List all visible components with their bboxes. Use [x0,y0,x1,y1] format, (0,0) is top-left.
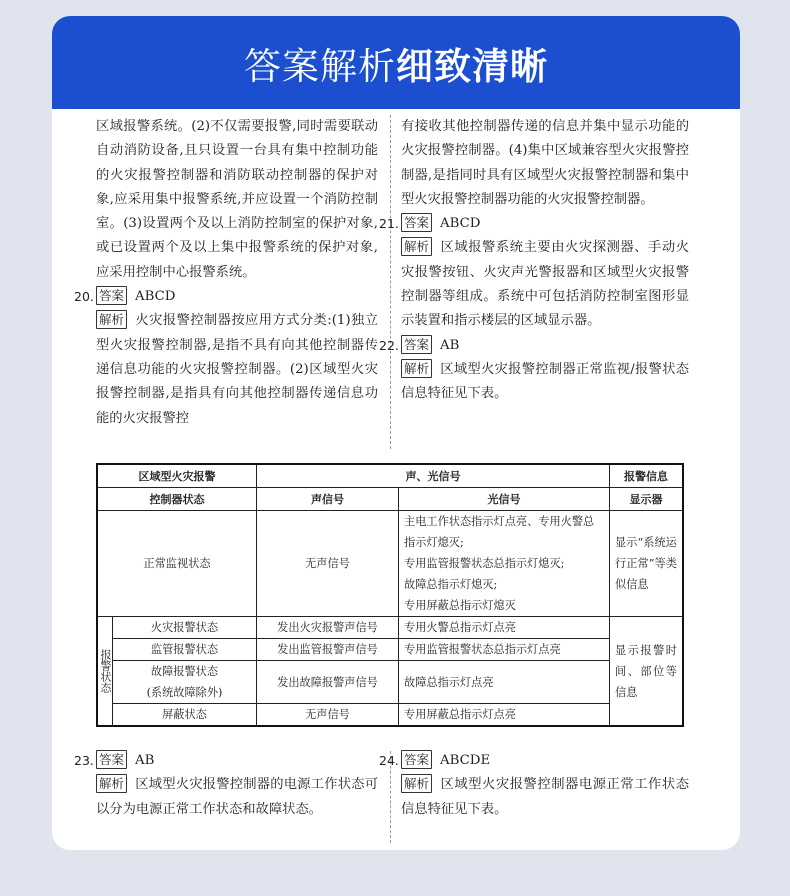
cell-sound: 无声信号 [257,704,399,727]
q20-analysis: 火灾报警控制器按应用方式分类:(1)独立型火灾报警控制器,是指不具有向其他控制器传递信息功能的火灾报警控制器。(2)区域型火灾报警控制器,是指具有向其他控制器传递信息功能的火灾报警控 [96,313,378,426]
state-line: 故障报警状态 [150,665,219,678]
cell-state [113,661,257,704]
cell-display: 显示“系统运行正常”等类似信息 [610,511,684,617]
q24-number: 24. [379,753,399,768]
page-card [52,16,740,850]
cell-sound: 发出故障报警声信号 [257,661,399,704]
banner-title-bold: 细致清晰 [396,44,548,88]
q20-answer: ABCD [135,289,176,305]
q22-answer: AB [440,337,460,353]
q24-block [379,749,689,822]
right-intro: 有接收其他控制器传递的信息并集中显示功能的火灾报警控制器。(4)集中区域兼容型火灾报警控制器,是指同时具有区域型火灾报警控制器和集中型火灾报警控制器功能的火灾报警控制器。 [401,119,689,207]
table-row [97,511,683,617]
table-header-row [97,464,683,488]
q20-answer-line [74,285,378,309]
analysis-tag: 解析 [96,310,127,329]
banner-title-normal: 答案解析 [244,44,396,88]
header-state: 区域型火灾报警 [97,464,257,488]
header-sound: 声信号 [257,488,399,511]
state-line: (系统故障除外) [146,686,223,699]
table-row [97,617,683,639]
q23-analysis: 区域型火灾报警控制器的电源工作状态可以分为电源正常工作状态和故障状态。 [96,777,378,817]
column-divider [390,115,391,449]
analysis-tag: 解析 [401,774,432,793]
header-display-2: 显示器 [610,488,684,511]
content-body [52,109,740,850]
header-state-2: 控制器状态 [97,488,257,511]
cell-state: 监管报警状态 [113,639,257,661]
q21-analysis-block [401,236,689,333]
q24-answer-line [379,749,689,773]
q22-number: 22. [379,337,399,353]
cell-light: 专用火警总指示灯点亮 [399,617,610,639]
cell-light: 专用屏蔽总指示灯点亮 [399,704,610,727]
q24-answer: ABCDE [440,753,491,768]
table-row [97,661,683,704]
q23-number: 23. [74,753,94,768]
answer-tag: 答案 [96,286,127,305]
light-line: 专用屏蔽总指示灯熄灭 [404,599,516,612]
cell-state: 正常监视状态 [97,511,257,617]
q22-answer-line [379,334,689,358]
header-display: 报警信息 [610,464,684,488]
q22-analysis: 区域型火灾报警控制器正常监视/报警状态信息特征见下表。 [401,361,689,402]
table-subheader-row [97,488,683,511]
cell-sound: 发出监管报警声信号 [257,639,399,661]
cell-light: 专用监管报警状态总指示灯点亮 [399,639,610,661]
analysis-tag: 解析 [96,774,127,793]
cell-state: 屏蔽状态 [113,704,257,727]
cell-light: 故障总指示灯点亮 [399,661,610,704]
q21-answer-line [379,212,689,236]
q24-analysis-block [401,773,689,822]
q23-answer-line [74,749,378,773]
cell-light [399,511,610,617]
cell-display: 显示报警时间、部位等信息 [610,617,684,727]
q21-answer: ABCD [440,216,481,232]
q23-block [74,749,378,822]
q21-analysis: 区域报警系统主要由火灾探测器、手动火灾报警按钮、火灾声光警报器和区域型火灾报警控制器等组成。系统中可包括消防控制室图形显示装置和指示楼层的区域显示器。 [401,240,689,329]
q20-number: 20. [74,289,94,305]
cell-sound: 无声信号 [257,511,399,617]
banner [52,16,740,109]
q21-number: 21. [379,216,399,232]
answer-tag: 答案 [401,213,432,232]
light-line: 专用监管报警状态总指示灯熄灭; [404,557,565,570]
light-line: 主电工作状态指示灯点亮、专用火警总指示灯熄灭; [404,515,595,549]
q20-analysis-block [96,309,378,430]
alarm-group-label [97,617,113,727]
answer-tag: 答案 [96,750,127,769]
header-light: 光信号 [399,488,610,511]
right-column [379,115,689,407]
answer-tag: 答案 [401,335,432,354]
header-signal: 声、光信号 [257,464,610,488]
left-column [74,115,378,431]
cell-state: 火灾报警状态 [113,617,257,639]
table-row [97,704,683,727]
status-table [96,463,684,727]
q23-analysis-block [96,773,378,822]
answer-tag: 答案 [401,750,432,769]
alarm-group-text: 报警状态 [99,649,112,693]
cell-sound: 发出火灾报警声信号 [257,617,399,639]
q22-analysis-block [401,358,689,407]
light-line: 故障总指示灯熄灭; [404,578,498,591]
analysis-tag: 解析 [401,359,432,378]
left-intro: 区域报警系统。(2)不仅需要报警,同时需要联动自动消防设备,且只设置一台具有集中控制功能的火灾报警控制器和消防联动控制器的保护对象,应采用集中报警系统,并应设置一个消防控制室。(3)设置两个及以上消防控制室的保护对象,或已设置两个及以上集中报警系统的保护对象,应采用控制中心报警系统。 [96,119,378,280]
table-row [97,639,683,661]
analysis-tag: 解析 [401,237,432,256]
q23-answer: AB [135,753,155,768]
q24-analysis: 区域型火灾报警控制器电源正常工作状态信息特征见下表。 [401,777,689,817]
